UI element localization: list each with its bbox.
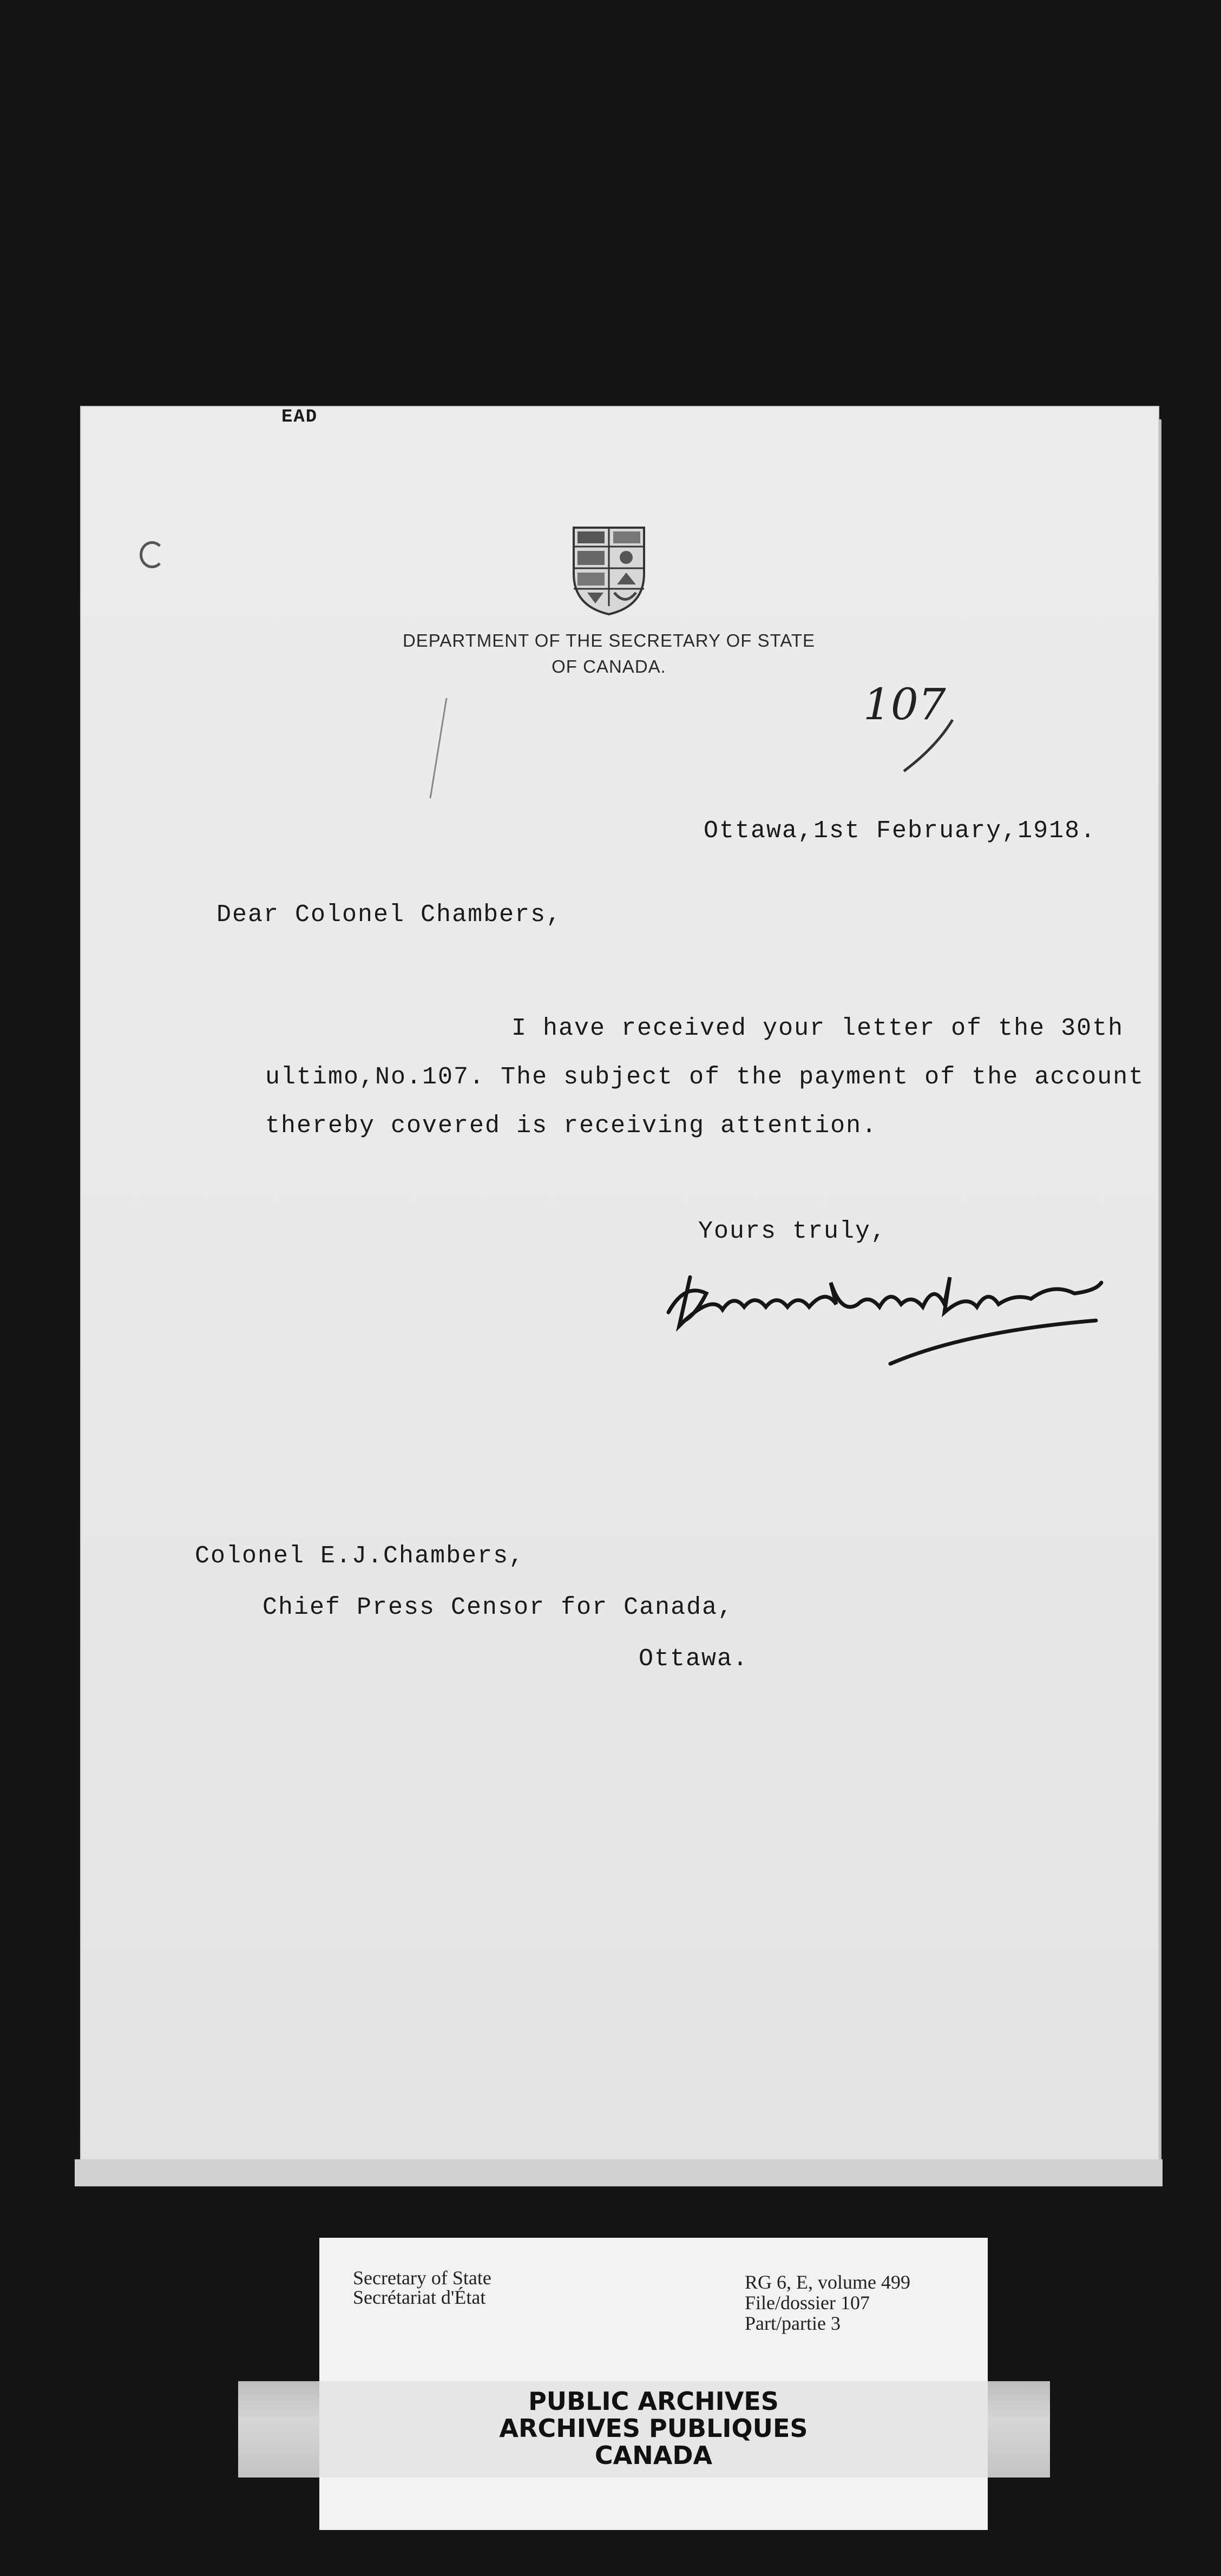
label-right-line-3: Part/partie 3 [745, 2312, 841, 2334]
closing: Yours truly, [698, 1218, 887, 1245]
label-right-line-1: RG 6, E, volume 499 [745, 2271, 910, 2293]
stamp-line-2: ARCHIVES PUBLIQUES [499, 2414, 808, 2443]
handwritten-slash [893, 704, 958, 782]
address-line-2: Chief Press Censor for Canada, [262, 1594, 734, 1621]
coat-of-arms-icon [571, 525, 647, 620]
address-line-3: Ottawa. [639, 1645, 749, 1673]
stray-pencil-mark [428, 695, 449, 806]
handwritten-file-number: 107 [863, 679, 946, 730]
stamp-line-1: PUBLIC ARCHIVES [528, 2387, 779, 2416]
label-left-line-1: Secretary of State [353, 2267, 491, 2289]
letterhead-department: DEPARTMENT OF THE SECRETARY OF STATE [402, 630, 816, 650]
signature [663, 1261, 1118, 1372]
label-right-line-2: File/dossier 107 [745, 2292, 870, 2314]
letter-date: Ottawa,1st February,1918. [704, 817, 1097, 845]
salutation: Dear Colonel Chambers, [216, 901, 562, 929]
stamp-line-3: CANADA [594, 2441, 713, 2470]
body-line-1: I have received your letter of the 30th [511, 1015, 1124, 1042]
under-sheet [75, 2159, 1163, 2186]
letterhead-canada: OF CANADA. [552, 656, 666, 676]
label-left-line-2: Secrétariat d'État [353, 2286, 486, 2308]
punch-mark [140, 541, 165, 568]
body-line-2: ultimo,No.107. The subject of the payment of the account [265, 1063, 1145, 1091]
corner-mark: EAD [281, 407, 318, 428]
address-line-1: Colonel E.J.Chambers, [195, 1542, 525, 1570]
body-line-3: thereby covered is receiving attention. [265, 1112, 878, 1140]
